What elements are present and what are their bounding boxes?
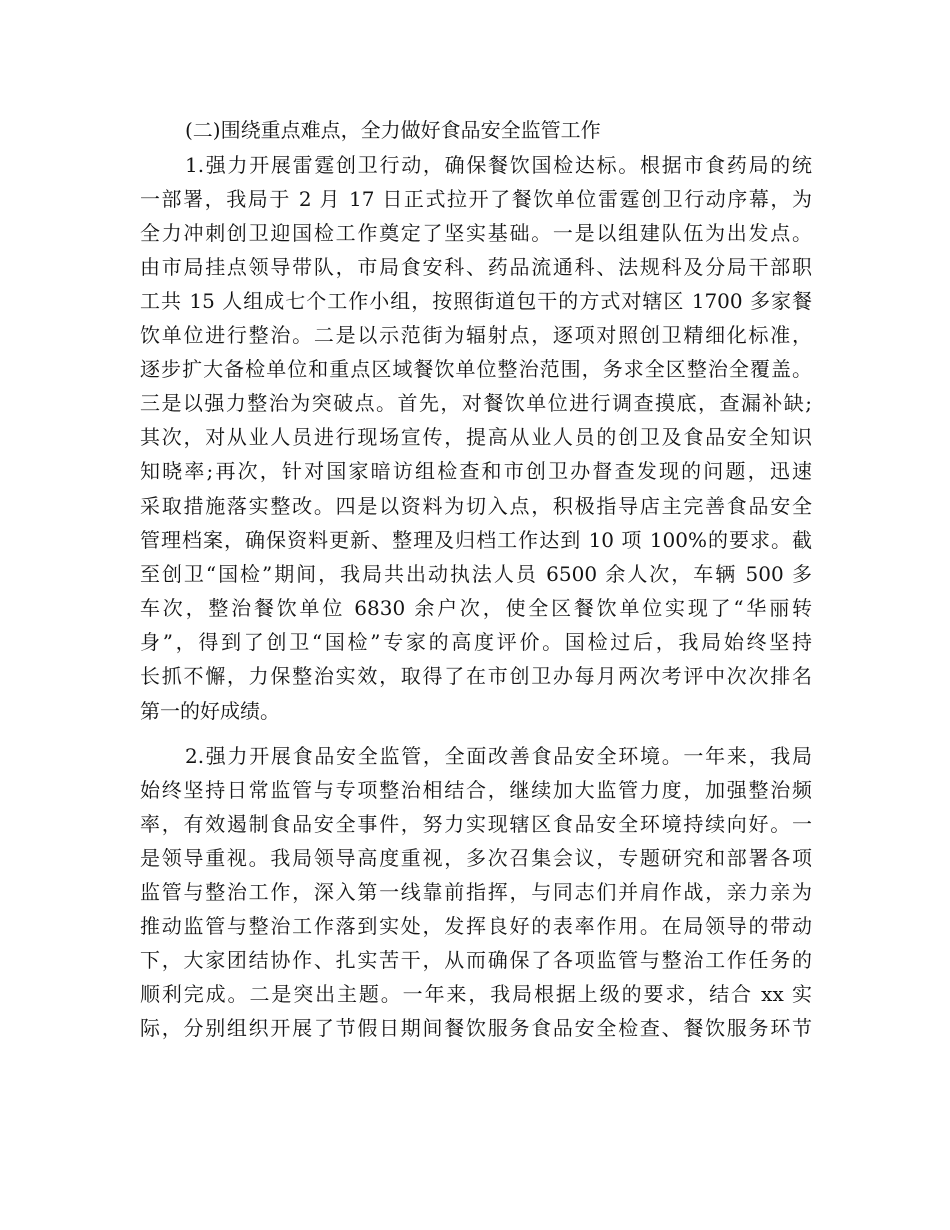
- paragraph-1-line: 长抓不懈，力保整治实效，取得了在市创卫办每月两次考评中次次排名: [140, 664, 812, 688]
- paragraph-2-line: 顺利完成。二是突出主题。一年来，我局根据上级的要求，结合 xx 实: [140, 982, 812, 1006]
- paragraph-2-line: 下，大家团结协作、扎实苦干，从而确保了各项监管与整治工作任务的: [140, 948, 812, 972]
- paragraph-1-line: 至创卫“国检”期间，我局共出动执法人员 6500 余人次，车辆 500 多: [140, 562, 812, 586]
- paragraph-2-line: 2.强力开展食品安全监管，全面改善食品安全环境。一年来，我局: [185, 744, 812, 768]
- paragraph-1-line: 三是以强力整治为突破点。首先，对餐饮单位进行调查摸底，查漏补缺;: [140, 391, 812, 415]
- paragraph-2-line: 际，分别组织开展了节假日期间餐饮服务食品安全检查、餐饮服务环节: [140, 1016, 812, 1040]
- paragraph-2-line: 率，有效遏制食品安全事件，努力实现辖区食品安全环境持续向好。一: [140, 812, 812, 836]
- paragraph-1-line: 身”，得到了创卫“国检”专家的高度评价。国检过后，我局始终坚持: [140, 630, 812, 654]
- paragraph-1-line: 1.强力开展雷霆创卫行动，确保餐饮国检达标。根据市食药局的统: [185, 153, 812, 177]
- paragraph-2-line: 监管与整治工作，深入第一线靠前指挥，与同志们并肩作战，亲力亲为: [140, 880, 812, 904]
- paragraph-1-line: 由市局挂点领导带队，市局食安科、药品流通科、法规科及分局干部职: [140, 255, 812, 279]
- paragraph-2-line: 推动监管与整治工作落到实处，发挥良好的表率作用。在局领导的带动: [140, 914, 812, 938]
- paragraph-1-line: 采取措施落实整改。四是以资料为切入点，积极指导店主完善食品安全: [140, 494, 812, 518]
- paragraph-1-line: 管理档案，确保资料更新、整理及归档工作达到 10 项 100%的要求。截: [140, 528, 812, 552]
- paragraph-1-line: 逐步扩大备检单位和重点区域餐饮单位整治范围，务求全区整治全覆盖。: [140, 357, 812, 381]
- paragraph-1-line: 工共 15 人组成七个工作小组，按照街道包干的方式对辖区 1700 多家餐: [140, 289, 812, 313]
- paragraph-2-line: 始终坚持日常监管与专项整治相结合，继续加大监管力度，加强整治频: [140, 778, 812, 802]
- section-heading: (二)围绕重点难点，全力做好食品安全监管工作: [185, 118, 601, 142]
- paragraph-1-line: 知晓率;再次，针对国家暗访组检查和市创卫办督查发现的问题，迅速: [140, 459, 812, 483]
- paragraph-1-line: 第一的好成绩。: [140, 699, 280, 723]
- paragraph-1-line: 全力冲刺创卫迎国检工作奠定了坚实基础。一是以组建队伍为出发点。: [140, 221, 812, 245]
- paragraph-1-line: 一部署，我局于 2 月 17 日正式拉开了餐饮单位雷霆创卫行动序幕，为: [140, 187, 812, 211]
- paragraph-1-line: 车次，整治餐饮单位 6830 余户次，使全区餐饮单位实现了“华丽转: [140, 596, 812, 620]
- paragraph-1-line: 饮单位进行整治。二是以示范街为辐射点，逐项对照创卫精细化标准，: [140, 323, 812, 347]
- paragraph-2-line: 是领导重视。我局领导高度重视，多次召集会议，专题研究和部署各项: [140, 846, 812, 870]
- paragraph-1-line: 其次，对从业人员进行现场宣传，提高从业人员的创卫及食品安全知识: [140, 425, 812, 449]
